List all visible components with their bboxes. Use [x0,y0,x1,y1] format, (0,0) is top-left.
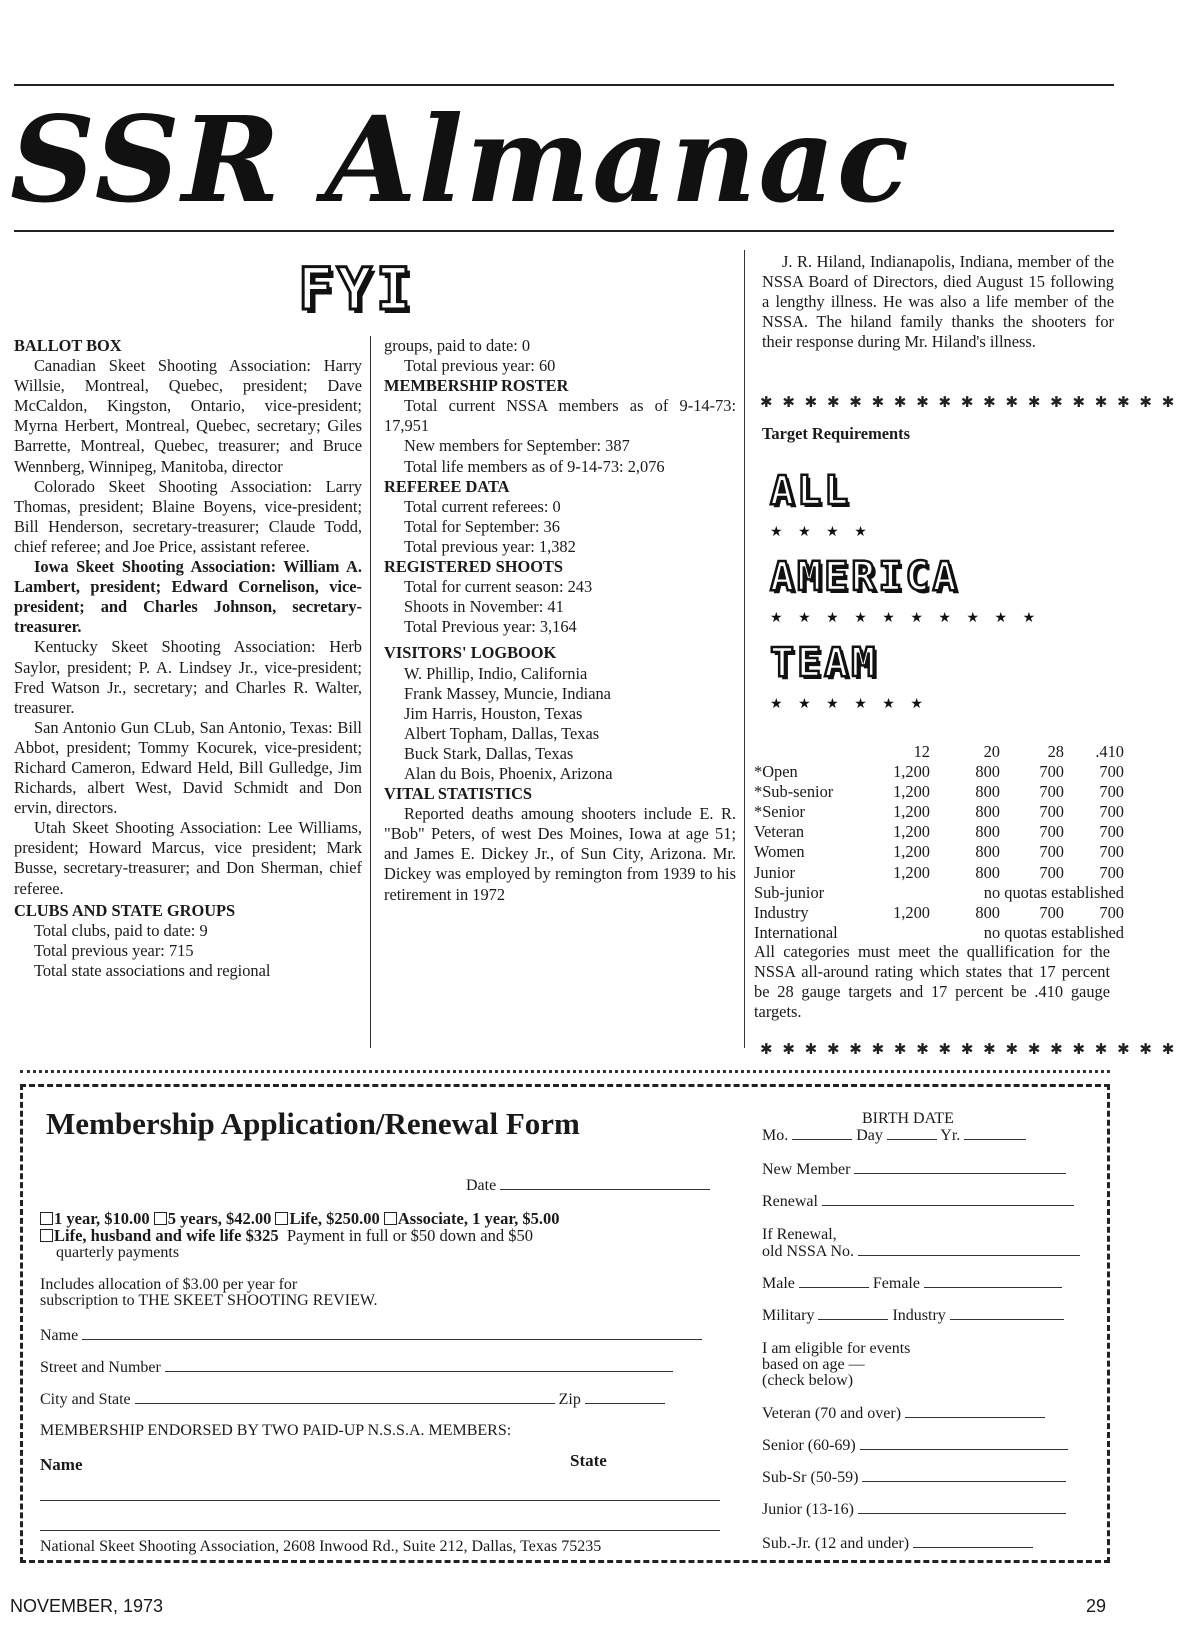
cell-28: 700 [1039,762,1064,782]
referee-heading: REFEREE DATA [384,476,510,496]
star-icon: ★ [826,697,845,712]
cell-20: 800 [975,802,1000,822]
issue-date: NOVEMBER, 1973 [10,1596,164,1616]
date-blank[interactable] [500,1176,710,1190]
cell-20: 800 [975,782,1000,802]
hiland-paragraph: J. R. Hiland, Indianapolis, Indiana, member of the NSSA Board of Directors, died August 15 following a lengthy illness. He was also a life member of the NSSA. The hiland family thanks the shooters for their response during Mr. Hiland's illness. [762,252,1114,352]
subsr-label: Sub-Sr (50-59) [762,1469,859,1486]
clubs-line: Total clubs, paid to date: 9 [34,920,208,940]
renewal-blank[interactable] [822,1192,1074,1206]
allocation-line-1: Includes allocation of $3.00 per year for [40,1276,298,1293]
star-icon: ★ [826,525,845,540]
cell-12: 1,200 [893,782,930,802]
name-field[interactable] [40,1326,702,1345]
cell-28: 700 [1039,862,1064,882]
star-icon: ★ [938,611,957,626]
column-1 [14,336,362,981]
new-member-label: New Member [762,1161,851,1178]
target-quota-table [754,742,1124,943]
star-icon: ★ [1022,611,1042,626]
roster-line: New members for September: 387 [404,436,630,456]
cell-12: 1,200 [893,762,930,782]
subjr-label: Sub.-Jr. (12 and under) [762,1535,910,1552]
cell-12: 1,200 [893,902,930,922]
referee-line: Total current referees: 0 [404,496,561,516]
subjr-blank[interactable] [913,1534,1033,1548]
endorse-blank-1[interactable] [40,1500,720,1501]
clubs-heading: CLUBS AND STATE GROUPS [14,900,236,920]
birth-date-heading: BIRTH DATE [862,1110,954,1127]
option-associate: Associate, 1 year, $5.00 [397,1209,560,1228]
cell-20: 800 [975,822,1000,842]
row-label: Veteran [754,822,805,842]
membership-options-2 [40,1227,533,1245]
visitor-line: Jim Harris, Houston, Texas [404,703,583,723]
nssa-address: National Skeet Shooting Association, 2608 Inwood Rd., Suite 212, Dallas, Texas 75235 [40,1538,602,1555]
industry-label: Industry [892,1307,946,1324]
shoots-line: Total for current season: 243 [404,577,593,597]
cell-410: 700 [1099,782,1124,802]
star-icon-row [770,610,1041,627]
iowa-paragraph: Iowa Skeet Shooting Association: William A. Lambert, president; Edward Cornelison, vice-president; and Charles Johnson, secretary-treasurer. [14,557,362,637]
all-america-team-logo-line3: TEAM [770,640,879,686]
visitors-heading: VISITORS' LOGBOOK [384,643,557,663]
cell-12: 1,200 [893,842,930,862]
column-2 [384,336,736,905]
cell-20: 800 [975,862,1000,882]
star-icon: ★ [798,697,817,712]
military-field[interactable] [762,1306,1064,1325]
star-icon: ★ [770,525,789,540]
shoots-line: Total Previous year: 3,164 [404,617,577,637]
subsr-blank[interactable] [862,1468,1066,1482]
cell-410: 700 [1099,902,1124,922]
eligible-line-3: (check below) [762,1372,854,1389]
endorse-blank-2[interactable] [40,1530,720,1531]
old-nssa-field[interactable] [762,1242,1080,1261]
form-title: Membership Application/Renewal Form [46,1106,580,1141]
hiland-notice [762,252,1114,352]
city-label: City and State [40,1391,131,1408]
street-field[interactable] [40,1358,673,1377]
table-row [754,883,1124,903]
row-label: Industry [754,902,809,922]
row-label: *Open [754,762,798,782]
qualification-note: All categories must meet the quallification for the NSSA all-around rating which states that 17 percent be 28 gauge targets and 17 percent be .410 gauge targets. [754,942,1110,1022]
colorado-paragraph: Colorado Skeet Shooting Association: Larry Thomas, president; Blaine Boyens, vice-president; Bill Henderson, secretary-treasurer; Claude Todd, chief referee; and Joe Price, assistant referee. [14,476,362,556]
option-life: Life, $250.00 [289,1209,384,1228]
military-blank[interactable] [818,1306,888,1320]
allocation-line-2: subscription to THE SKEET SHOOTING REVIEW. [40,1292,378,1309]
year-label: Yr. [940,1127,961,1144]
table-header-row [754,742,1124,762]
star-icon: ★ [994,611,1014,626]
cell-410: 700 [1099,862,1124,882]
visitor-line: W. Phillip, Indio, California [404,663,588,683]
table-row [754,822,1124,842]
renewal-label: Renewal [762,1193,818,1210]
cell-410: 700 [1099,762,1124,782]
star-icon: ★ [910,611,929,626]
senior-field[interactable] [762,1436,1068,1455]
masthead-title: SSR Almanac [10,90,911,229]
date-field[interactable] [466,1176,710,1195]
name-blank[interactable] [82,1326,702,1340]
female-blank[interactable] [924,1274,1062,1288]
table-row [754,782,1124,802]
san-antonio-paragraph: San Antonio Gun CLub, San Antonio, Texas: Bill Abbot, president; Tommy Kocurek, vice-president; Richard Cameron, Edward Held, Bill Gulledge, Jim Richards, albert West, David Schmidt and Don ervin, directors. [14,717,362,818]
month-label: Mo. [762,1127,789,1144]
quarterly-payments: quarterly payments [56,1244,180,1261]
star-divider: ✱ ✱ ✱ ✱ ✱ ✱ ✱ ✱ ✱ ✱ ✱ ✱ ✱ ✱ ✱ ✱ ✱ ✱ ✱ [760,395,1178,411]
new-member-blank[interactable] [854,1160,1066,1174]
veteran-label: Veteran (70 and over) [762,1405,902,1422]
table-header-cell: .410 [1095,742,1124,761]
row-note: no quotas established [983,882,1124,902]
subjr-field[interactable] [762,1534,1033,1553]
cell-20: 800 [975,902,1000,922]
junior-field[interactable] [762,1500,1066,1519]
new-member-field[interactable] [762,1160,1066,1179]
if-renewal-label: If Renewal, [762,1226,837,1243]
roster-heading: MEMBERSHIP ROSTER [384,376,569,396]
veteran-blank[interactable] [905,1404,1045,1418]
veteran-field[interactable] [762,1404,1045,1423]
star-icon: ★ [854,697,873,712]
old-nssa-blank[interactable] [858,1242,1080,1256]
shoots-line: Shoots in November: 41 [404,597,564,617]
cell-12: 1,200 [893,802,930,822]
female-label: Female [872,1275,920,1292]
zip-label: Zip [558,1391,581,1408]
date-label: Date [466,1177,497,1194]
cell-28: 700 [1039,782,1064,802]
cell-410: 700 [1099,802,1124,822]
top-rule [14,84,1114,86]
cell-28: 700 [1039,902,1064,922]
star-icon: ★ [854,525,873,540]
name-label: Name [40,1327,79,1344]
day-blank[interactable] [887,1126,937,1140]
page-number: 29 [1086,1596,1107,1616]
star-icon-row [770,696,929,713]
checkbox-5-years[interactable] [154,1212,167,1225]
visitor-line: Frank Massey, Muncie, Indiana [404,683,611,703]
endorsed-text: MEMBERSHIP ENDORSED BY TWO PAID-UP N.S.S.A. MEMBERS: [40,1422,512,1439]
option-1-year: 1 year, $10.00 [54,1209,154,1228]
subsr-field[interactable] [762,1468,1066,1487]
table-row [754,842,1124,862]
cell-12: 1,200 [893,862,930,882]
roster-line: Total life members as of 9-14-73: 2,076 [404,456,665,476]
cell-20: 800 [975,842,1000,862]
vital-heading: VITAL STATISTICS [384,784,533,804]
shoots-heading: REGISTERED SHOOTS [384,557,563,577]
target-requirements-heading: Target Requirements [762,424,910,443]
star-icon: ★ [798,611,817,626]
vital-paragraph: Reported deaths amoung shooters include E. R. "Bob" Peters, of west Des Moines, Iowa at age 51; and James E. Dickey Jr., of Sun City, Arizona. Mr. Dickey was employed by remington from 1939 to his retirement in 1972 [384,804,736,904]
option-5-years: 5 years, $42.00 [167,1209,276,1228]
row-note: no quotas established [983,922,1124,942]
eligible-line-2: based on age — [762,1356,865,1373]
junior-label: Junior (13-16) [762,1501,854,1518]
cell-20: 800 [975,762,1000,782]
referee-line: Total previous year: 1,382 [404,536,576,556]
endorse-name-label: Name [40,1455,83,1474]
table-row [754,802,1124,822]
table-row [754,903,1124,923]
star-icon: ★ [798,525,817,540]
visitor-line: Buck Stark, Dallas, Texas [404,743,574,763]
military-label: Military [762,1307,815,1324]
checkbox-1-year[interactable] [40,1212,53,1225]
row-label: Junior [754,862,795,882]
row-label: Sub-junior [754,882,825,902]
senior-label: Senior (60-69) [762,1437,856,1454]
month-blank[interactable] [792,1126,852,1140]
industry-blank[interactable] [950,1306,1064,1320]
all-america-team-logo-line2: AMERICA [770,554,960,600]
star-icon: ★ [854,611,873,626]
option-husband-wife: Life, husband and wife life $325 [54,1226,279,1245]
zip-blank[interactable] [585,1390,665,1404]
star-icon: ★ [882,611,901,626]
referee-line: Total for September: 36 [404,516,560,536]
star-divider: ✱ ✱ ✱ ✱ ✱ ✱ ✱ ✱ ✱ ✱ ✱ ✱ ✱ ✱ ✱ ✱ ✱ ✱ ✱ [760,1042,1178,1058]
junior-blank[interactable] [858,1500,1066,1514]
table-row [754,923,1124,943]
column-divider [370,336,371,1048]
male-label: Male [762,1275,795,1292]
fyi-title: FYI [298,255,415,323]
city-blank[interactable] [135,1390,555,1404]
table-row [754,762,1124,782]
utah-paragraph: Utah Skeet Shooting Association: Lee Williams, president; Howard Marcus, vice president; Mark Busse, secretary-treasurer; and Don Sherman, chief referee. [14,818,362,898]
sex-field[interactable] [762,1274,1062,1293]
table-header-cell: 28 [1047,742,1064,761]
star-icon: ★ [966,611,985,626]
cell-28: 700 [1039,822,1064,842]
cell-410: 700 [1099,822,1124,842]
checkbox-life[interactable] [275,1212,288,1225]
groups-previous: Total previous year: 60 [404,356,556,376]
table-header-cell: 20 [983,742,1000,761]
table-header-cell [754,742,864,762]
row-label: Women [754,842,805,862]
cell-410: 700 [1099,842,1124,862]
visitor-line: Alan du Bois, Phoenix, Arizona [404,763,613,783]
row-label: *Senior [754,802,805,822]
column-divider [744,250,745,1048]
cell-28: 700 [1039,842,1064,862]
canadian-paragraph: Canadian Skeet Shooting Association: Harry Willsie, Montreal, Quebec, president; Dave McCaldon, Kingston, Ontario, vice-president; Myrna Herbert, Montreal, Quebec, secretary; Giles Barrette, Montreal, Quebec, treasurer; and Bruce Wennberg, Winnipeg, Manitoba, director [14,356,362,476]
kentucky-paragraph: Kentucky Skeet Shooting Association: Herb Saylor, president; P. A. Lindsey Jr., vice-president; Fred Watson Jr., secretary; and Charles R. Walter, treasurer. [14,637,362,717]
ballot-box-heading: BALLOT BOX [14,336,122,355]
renewal-field[interactable] [762,1192,1074,1211]
table-header-cell: 12 [913,742,930,761]
cell-12: 1,200 [893,822,930,842]
star-icon: ★ [910,697,929,712]
clubs-line: Total state associations and regional [34,960,271,980]
clubs-line: Total previous year: 715 [34,940,194,960]
checkbox-husband-wife-life[interactable] [40,1229,53,1242]
cell-28: 700 [1039,802,1064,822]
visitor-line: Albert Topham, Dallas, Texas [404,723,600,743]
endorse-state-label: State [570,1451,607,1470]
old-nssa-label: old NSSA No. [762,1243,855,1260]
dotted-separator [20,1070,1110,1073]
row-label: International [754,922,838,942]
roster-total: Total current NSSA members as of 9-14-73: 17,951 [384,396,736,436]
star-icon: ★ [882,697,901,712]
city-state-field[interactable] [40,1390,665,1409]
groups-continued: groups, paid to date: 0 [384,336,531,355]
street-label: Street and Number [40,1359,161,1376]
star-icon: ★ [770,611,789,626]
checkbox-associate[interactable] [384,1212,397,1225]
row-label: *Sub-senior [754,782,834,802]
table-row [754,863,1124,883]
male-blank[interactable] [799,1274,869,1288]
star-icon: ★ [826,611,845,626]
street-blank[interactable] [165,1358,673,1372]
star-icon-row [770,524,873,541]
masthead-rule [14,230,1114,232]
senior-blank[interactable] [860,1436,1068,1450]
star-icon: ★ [770,697,789,712]
birth-date-field[interactable] [762,1126,1026,1145]
payment-terms: Payment in full or $50 down and $50 [286,1226,533,1245]
day-label: Day [856,1127,883,1144]
eligible-line-1: I am eligible for events [762,1340,911,1357]
year-blank[interactable] [964,1126,1026,1140]
all-america-team-logo-line1: ALL [770,468,852,514]
